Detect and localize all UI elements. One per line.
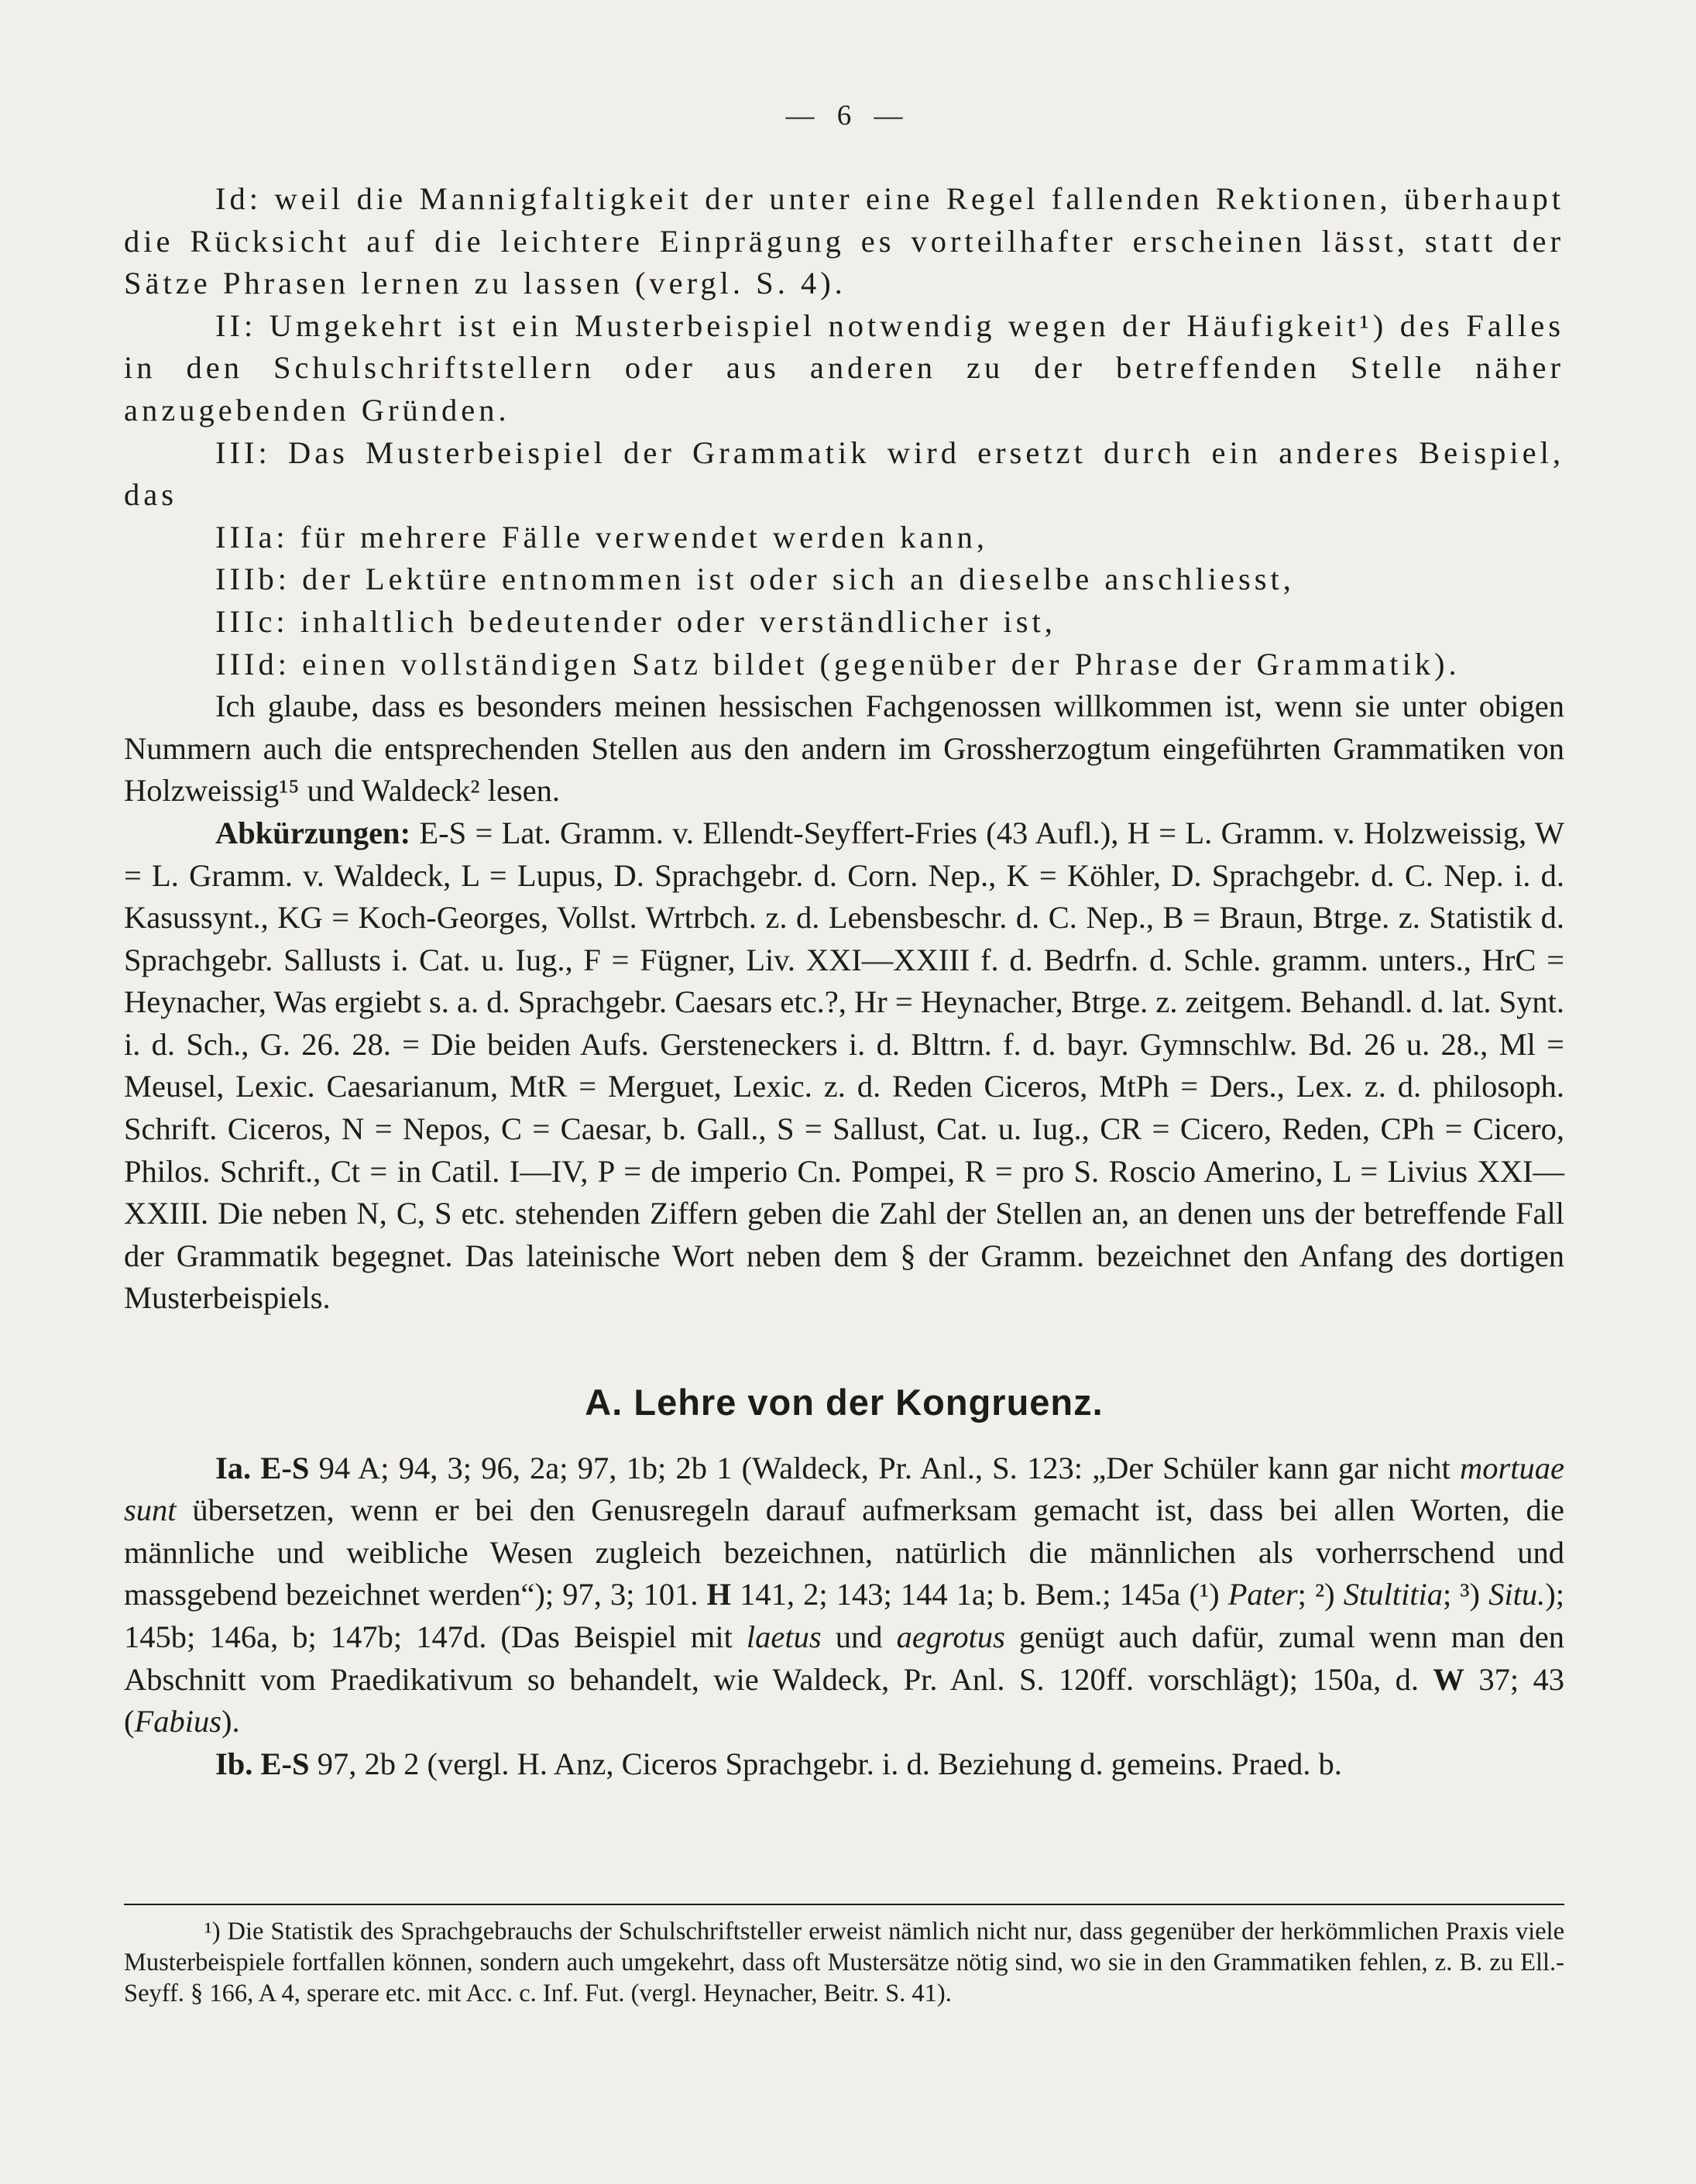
- text-run: ); 145b; 146a, b; 147b; 147d. (Das Beispiel mit: [124, 1577, 1564, 1654]
- es-label: E-S: [260, 1746, 310, 1781]
- text-run: 141, 2; 143; 144 1a; b. Bem.; 145a (¹): [731, 1577, 1228, 1612]
- text-run: ; ²): [1297, 1577, 1344, 1612]
- paragraph-iiid: IIId: einen vollständigen Satz bildet (gegenüber der Phrase der Grammatik).: [215, 646, 1461, 682]
- text-run: 37; 43 (: [124, 1661, 1564, 1739]
- text-run: übersetzen, wenn er bei den Genusregeln darauf aufmerksam gemacht ist, dass bei allen Worten, die männliche und weibliche Wesen zugleich bezeichnen, natürlich die männlichen als vorherrschend und massgebend bezeichnet werden“); 97, 3; 101.: [124, 1492, 1564, 1612]
- latin-term: Stultitia: [1343, 1577, 1444, 1612]
- paragraph-iiib: IIIb: der Lektüre entnommen ist oder sich an dieselbe anschliesst,: [215, 561, 1295, 597]
- section-ib-label: Ib.: [215, 1746, 253, 1781]
- latin-term: laetus: [746, 1619, 822, 1654]
- abbreviations-label: Abkürzungen:: [215, 815, 411, 850]
- abbreviations-text: E-S = Lat. Gramm. v. Ellendt-Seyffert-Fries (43 Aufl.), H = L. Gramm. v. Holzweissig, W = L. Gramm. v. Waldeck, L = Lupus, D. Sprachgebr. d. Corn. Nep., K = Köhler, D. Sprachgebr. d. C. Nep. i. d. Kasussynt., KG = Koch-Georges, Vollst. Wrtrbch. z. d. Lebensbeschr. d. C. Nep., B = Braun, Btrge. z. Statistik d. Sprachgebr. Sallusts i. Cat. u. Iug., F = Fügner, Liv. XXI—XXIII f. d. Bedrfn. d. Schle. gramm. unters., HrC = Heynacher, Was ergiebt s. a. d. Sprachgebr. Caesars etc.?, Hr = Heynacher, Btrge. z. zeitgem. Behandl. d. lat. Synt. i. d. Sch., G. 26. 28. = Die beiden Aufs. Gersteneckers i. d. Blttrn. f. d. bayr. Gymnschlw. Bd. 26 u. 28., Ml = Meusel, Lexic. Caesarianum, MtR = Merguet, Lexic. z. d. Reden Ciceros, MtPh = Ders., Lex. z. d. philosoph. Schrift. Ciceros, N = Nepos, C = Caesar, b. Gall., S = Sallust, Cat. u. Iug., CR = Cicero, Reden, CPh = Cicero, Philos. Schrift., Ct = in Catil. I—IV, P = de imperio Cn. Pompei, R = pro S. Roscio Amerino, L = Livius XXI—XXIII. Die neben N, C, S etc. stehenden Ziffern geben die Zahl der Stellen an, an denen uns der betreffende Fall der Grammatik begegnet. Das lateinische Wort neben dem § der Gramm. bezeichnet den Anfang des dortigen Musterbeispiels.: [124, 815, 1564, 1316]
- text-run: genügt auch dafür, zumal wenn man den Abschnitt vom Praedikativum so behandelt, wie Waldeck, Pr. Anl. S. 120ff. vorschlägt); 150a, d.: [124, 1619, 1564, 1697]
- text-run: 94 A; 94, 3; 96, 2a; 97, 1b; 2b 1 (Waldeck, Pr. Anl., S. 123: „Der Schüler kann gar nicht: [309, 1450, 1460, 1485]
- paragraph-intro: Ich glaube, dass es besonders meinen hessischen Fachgenossen willkommen ist, wenn sie unter obigen Nummern auch die entsprechenden Stellen aus den andern im Grossherzogtum eingeführten Grammatiken von Holzweissig¹⁵ und Waldeck² lesen.: [124, 689, 1564, 809]
- latin-term: Fabius: [134, 1704, 222, 1739]
- body-text: [124, 178, 1564, 1785]
- latin-term: mortuae sunt: [124, 1450, 1564, 1528]
- w-label: W: [1433, 1661, 1464, 1697]
- page-number: — 6 —: [785, 100, 911, 132]
- abbreviations-paragraph: [124, 812, 1564, 1320]
- paragraph-iiic: IIIc: inhaltlich bedeutender oder verständlicher ist,: [215, 603, 1056, 639]
- es-label: E-S: [260, 1450, 310, 1485]
- section-heading: A. Lehre von der Kongruenz.: [585, 1382, 1104, 1423]
- section-ib: [124, 1743, 1564, 1786]
- paragraph-iii: III: Das Musterbeispiel der Grammatik wird ersetzt durch ein anderes Beispiel, das: [124, 434, 1564, 513]
- text-run: ; ³): [1443, 1577, 1489, 1612]
- latin-term: Pater: [1227, 1577, 1298, 1612]
- section-ib-text: 97, 2b 2 (vergl. H. Anz, Ciceros Sprachgebr. i. d. Beziehung d. gemeins. Praed. b.: [309, 1746, 1342, 1781]
- footnote-1: ¹) Die Statistik des Sprachgebrauchs der Schulschriftsteller erweist nämlich nicht nur, dass gegenüber der herkömmlichen Praxis viele Musterbeispiele fortfallen können, sondern auch umgekehrt, dass oft Mustersätze nötig sind, wo sie in den Grammatiken fehlen, z. B. zu Ell.-Seyff. § 166, A 4, sperare etc. mit Acc. c. Inf. Fut. (vergl. Heynacher, Beitr. S. 41).: [124, 1918, 1564, 2007]
- section-ia: [124, 1447, 1564, 1743]
- text-run: ).: [221, 1704, 240, 1739]
- footnotes: [124, 1904, 1564, 2009]
- latin-term: Situ.: [1488, 1577, 1546, 1612]
- paragraph-ii: II: Umgekehrt ist ein Musterbeispiel notwendig wegen der Häufigkeit¹) des Falles in den Schulschriftstellern oder aus anderen zu der betreffenden Stelle näher anzugebenden Gründen.: [124, 307, 1564, 428]
- h-label: H: [706, 1577, 732, 1612]
- text-run: und: [821, 1619, 897, 1654]
- section-ia-label: Ia.: [215, 1450, 252, 1485]
- paragraph-id: Id: weil die Mannigfaltigkeit der unter eine Regel fallenden Rektionen, überhaupt die Rücksicht auf die leichtere Einprägung es vorteilhafter erscheinen lässt, statt der Sätze Phrasen lernen zu lassen (vergl. S. 4).: [124, 181, 1564, 301]
- paragraph-iiia: IIIa: für mehrere Fälle verwendet werden kann,: [215, 519, 988, 555]
- latin-term: aegrotus: [896, 1619, 1005, 1654]
